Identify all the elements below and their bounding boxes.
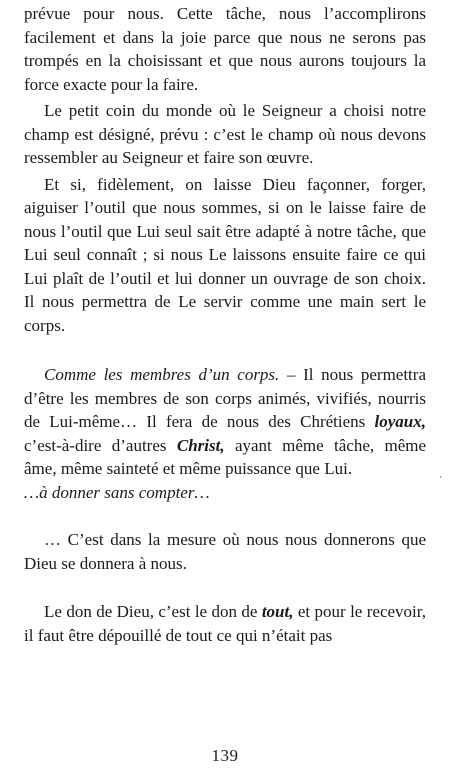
paragraph-membres-text-3: ayant même tâche, même âme, même sainteté et même puissance que Lui. xyxy=(24,435,427,478)
emphasis-christ: Christ, xyxy=(176,435,225,455)
page-number: 139 xyxy=(211,746,239,765)
paragraph-membres-lead: Comme les membres d’un corps. xyxy=(44,365,280,384)
body-text xyxy=(24,2,426,647)
paragraph-don-text-2: et pour le recevoir, il faut être dépouillé de tout ce qui n’était pas xyxy=(24,602,426,645)
section-heading: …à donner sans compter… xyxy=(24,482,210,502)
paragraph-mesure: … C’est dans la mesure où nous nous donnerons que Dieu se donnera à nous. xyxy=(24,530,426,573)
emphasis-tout: tout, xyxy=(261,602,294,621)
paragraph-continued: prévue pour nous. Cette tâche, nous l’accomplirons facilement et dans la joie parce que nous ne serons pas trompés en la choisissant et que nous aurons toujours la force exacte pour la faire. xyxy=(24,4,426,94)
emphasis-loyaux: loyaux, xyxy=(374,412,426,431)
paragraph-don-text-1: Le don de Dieu, c’est le don de xyxy=(44,602,262,621)
book-page xyxy=(24,2,426,777)
paragraph-membres-text-2: c’est-à-dire d’autres xyxy=(24,435,177,455)
scan-speck xyxy=(440,476,441,478)
paragraph-outil: Et si, fidèlement, on laisse Dieu façonner, forger, aiguiser l’outil que nous sommes, si on le laisse faire de nous l’outil que Lui seul sait être adapté à notre tâche, que Lui seul connaît ; si nous Le laissons ensuite faire ce qui Lui plaît de l’outil et lui donner un ouvrage de son choix. Il nous permettra de Le servir comme une main sert le corps. xyxy=(24,174,426,335)
paragraph-don xyxy=(24,600,426,647)
paragraph-membres-text-1: – Il nous permettra d’être les membres de son corps animés, vivifiés, nourris de Lui-même… Il fera de nous des Chrétiens xyxy=(24,365,426,431)
paragraph-champ: Le petit coin du monde où le Seigneur a choisi notre champ est désigné, prévu : c’est le champ où nous devons ressembler au Seigneur et faire son œuvre. xyxy=(24,101,426,167)
paragraph-membres xyxy=(24,363,426,481)
